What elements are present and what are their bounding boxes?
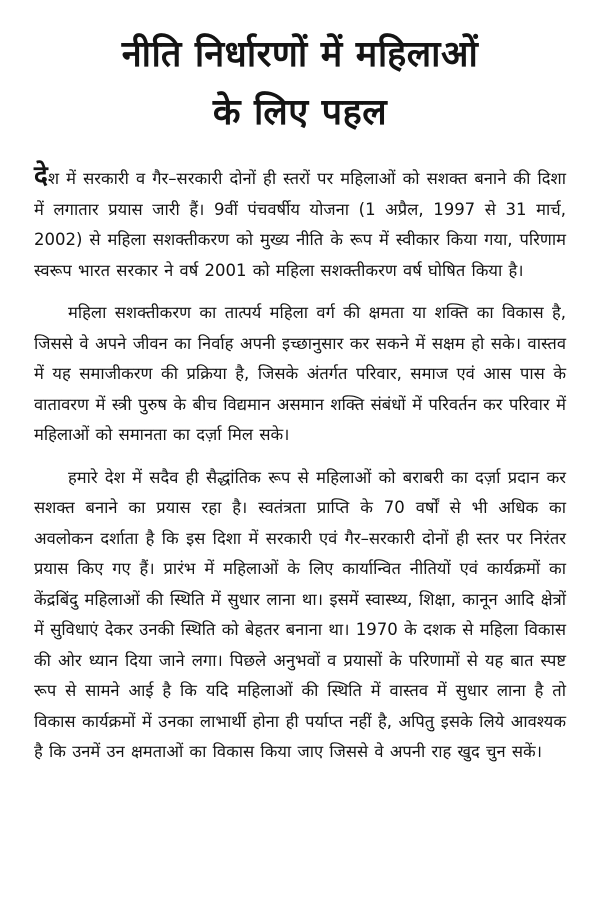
paragraph-1-text: श में सरकारी व गैर–सरकारी दोनों ही स्तरों पर महिलाओं को सशक्त बनाने की दिशा में लगातार प्रयास जारी हैं। 9वीं पंचवर्षीय योजना (1 अप्रैल, 1997 से 31 मार्च, 2002) से महिला सशक्तीकरण को मुख्य नीति के रूप में स्वीकार किया गया, परिणाम स्वरूप भारत सरकार ने वर्ष 2001 को महिला सशक्तीकरण वर्ष घोषित किया है। [34, 169, 566, 280]
title-line-2: के लिए पहल [212, 92, 388, 133]
paragraph-1 [34, 161, 566, 286]
title-line-1: नीति निर्धारणों में महिलाओं [121, 34, 479, 75]
page-title [34, 26, 566, 142]
paragraph-3: हमारे देश में सदैव ही सैद्धांतिक रूप से महिलाओं को बराबरी का दर्ज़ा प्रदान कर सशक्त बनाने का प्रयास रहा है। स्वतंत्रता प्राप्ति के 70 वर्षों से भी अधिक का अवलोकन दर्शाता है कि इस दिशा में सरकारी एवं गैर–सरकारी दोनों ही स्तर पर निरंतर प्रयास किए गए हैं। प्रारंभ में महिलाओं के लिए कार्यान्वित नीतियों एवं कार्यक्रमों का केंद्रबिंदु महिलाओं की स्थिति में सुधार लाना था। इसमें स्वास्थ्य, शिक्षा, कानून आदि क्षेत्रों में सुविधाएं देकर उनकी स्थिति को बेहतर बनाना था। 1970 के दशक से महिला विकास की ओर ध्यान दिया जाने लगा। पिछले अनुभवों व प्रयासों के परिणामों से यह बात स्पष्ट रूप से सामने आई है कि यदि महिलाओं की स्थिति में वास्तव में सुधार लाना है तो विकास कार्यक्रमों में उनका लाभार्थी होना ही पर्याप्त नहीं है, अपितु इसके लिये आवश्यक है कि उनमें उन क्षमताओं का विकास किया जाए जिससे वे अपनी राह खुद चुन सकें। [34, 467, 566, 761]
paragraph-2: महिला सशक्तीकरण का तात्पर्य महिला वर्ग की क्षमता या शक्ति का विकास है, जिससे वे अपने जीवन का निर्वाह अपनी इच्छानुसार कर सकने में सक्षम हो सके। वास्तव में यह समाजीकरण की प्रक्रिया है, जिसके अंतर्गत परिवार, समाज एवं आस पास के वातावरण में स्त्री पुरुष के बीच विद्यमान असमान शक्ति संबंधों में परिवर्तन कर परिवार में महिलाओं को समानता का दर्ज़ा मिल सके। [34, 303, 566, 444]
drop-cap: दे [34, 161, 48, 191]
